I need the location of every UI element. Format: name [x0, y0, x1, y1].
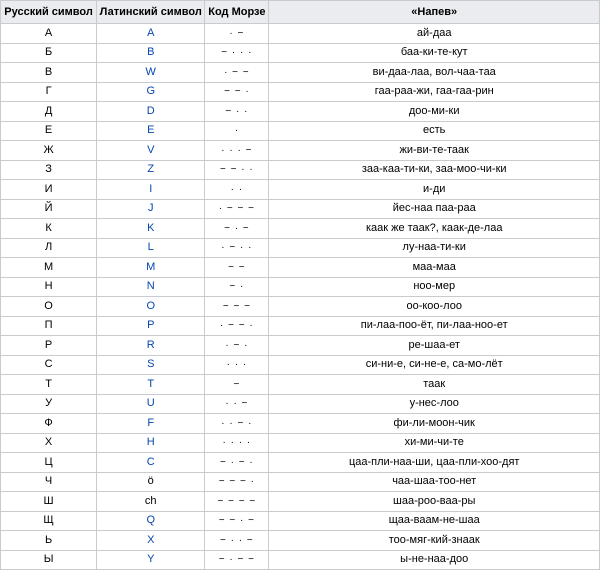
morse-code-cell: · − − − [205, 199, 269, 219]
latin-symbol-cell[interactable]: W [97, 63, 205, 83]
chant-cell: у-нес-лоо [269, 394, 600, 414]
chant-cell: ы-не-наа-доо [269, 550, 600, 570]
russian-symbol-cell: О [1, 297, 97, 317]
russian-symbol-cell: Б [1, 43, 97, 63]
chant-cell: тоо-мяг-кий-знаак [269, 531, 600, 551]
table-row [1, 453, 600, 473]
latin-symbol-cell[interactable]: R [97, 336, 205, 356]
russian-symbol-cell: Ж [1, 141, 97, 161]
russian-symbol-cell: В [1, 63, 97, 83]
russian-symbol-cell: Й [1, 199, 97, 219]
header-latin-symbol[interactable]: Латинский символ [97, 1, 205, 24]
chant-cell: йес-наа паа-раа [269, 199, 600, 219]
latin-symbol-cell[interactable]: S [97, 355, 205, 375]
morse-code-cell: − · − [205, 219, 269, 239]
table-row [1, 375, 600, 395]
russian-symbol-cell: Щ [1, 511, 97, 531]
table-row [1, 550, 600, 570]
chant-cell: оо-коо-лоо [269, 297, 600, 317]
russian-symbol-cell: А [1, 24, 97, 44]
table-row [1, 492, 600, 512]
latin-symbol-cell[interactable]: N [97, 277, 205, 297]
table-row [1, 160, 600, 180]
table-row [1, 24, 600, 44]
morse-code-cell: · · − [205, 394, 269, 414]
latin-symbol-cell[interactable]: E [97, 121, 205, 141]
russian-symbol-cell: М [1, 258, 97, 278]
latin-symbol-cell: ö [97, 472, 205, 492]
table-row [1, 531, 600, 551]
latin-symbol-cell[interactable]: X [97, 531, 205, 551]
latin-symbol-cell[interactable]: I [97, 180, 205, 200]
russian-symbol-cell: К [1, 219, 97, 239]
russian-symbol-cell: Т [1, 375, 97, 395]
morse-code-cell: − · · − [205, 531, 269, 551]
table-row [1, 199, 600, 219]
morse-code-cell: − − [205, 258, 269, 278]
russian-symbol-cell: Л [1, 238, 97, 258]
morse-code-cell: · · · − [205, 141, 269, 161]
table-row [1, 336, 600, 356]
morse-code-cell: · − · [205, 336, 269, 356]
chant-cell: каак же таак?, каак-де-лаа [269, 219, 600, 239]
russian-symbol-cell: С [1, 355, 97, 375]
table-row [1, 180, 600, 200]
latin-symbol-cell[interactable]: U [97, 394, 205, 414]
table-row [1, 394, 600, 414]
russian-symbol-cell: Ц [1, 453, 97, 473]
morse-code-cell: · · [205, 180, 269, 200]
table-row [1, 141, 600, 161]
table-row [1, 238, 600, 258]
header-chant[interactable]: «Напев» [269, 1, 600, 24]
morse-code-cell: · − [205, 24, 269, 44]
table-row [1, 258, 600, 278]
latin-symbol-cell[interactable]: C [97, 453, 205, 473]
table-row [1, 121, 600, 141]
table-row [1, 297, 600, 317]
morse-code-cell: · − − [205, 63, 269, 83]
latin-symbol-cell[interactable]: Y [97, 550, 205, 570]
chant-cell: пи-лаа-поо-ёт, пи-лаа-ноо-ет [269, 316, 600, 336]
latin-symbol-cell[interactable]: H [97, 433, 205, 453]
latin-symbol-cell[interactable]: V [97, 141, 205, 161]
chant-cell: си-ни-е, си-не-е, са-мо-лёт [269, 355, 600, 375]
latin-symbol-cell[interactable]: T [97, 375, 205, 395]
russian-symbol-cell: Р [1, 336, 97, 356]
russian-symbol-cell: Х [1, 433, 97, 453]
chant-cell: щаа-ваам-не-шаа [269, 511, 600, 531]
morse-code-cell: · − − · [205, 316, 269, 336]
table-row [1, 277, 600, 297]
latin-symbol-cell[interactable]: G [97, 82, 205, 102]
chant-cell: лу-наа-ти-ки [269, 238, 600, 258]
chant-cell: шаа-роо-ваа-ры [269, 492, 600, 512]
latin-symbol-cell: ch [97, 492, 205, 512]
chant-cell: гаа-раа-жи, гаа-гаа-рин [269, 82, 600, 102]
chant-cell: чаа-шаа-тоо-нет [269, 472, 600, 492]
chant-cell: хи-ми-чи-те [269, 433, 600, 453]
latin-symbol-cell[interactable]: K [97, 219, 205, 239]
morse-code-cell: · · · · [205, 433, 269, 453]
table-row [1, 63, 600, 83]
chant-cell: ай-даа [269, 24, 600, 44]
chant-cell: есть [269, 121, 600, 141]
russian-symbol-cell: Н [1, 277, 97, 297]
russian-symbol-cell: П [1, 316, 97, 336]
table-row [1, 433, 600, 453]
russian-symbol-cell: З [1, 160, 97, 180]
header-row [1, 1, 600, 24]
russian-symbol-cell: Ф [1, 414, 97, 434]
morse-code-cell: · [205, 121, 269, 141]
morse-code-cell: · · · [205, 355, 269, 375]
latin-symbol-cell[interactable]: O [97, 297, 205, 317]
russian-symbol-cell: Ч [1, 472, 97, 492]
morse-code-cell: − − · [205, 82, 269, 102]
latin-symbol-cell[interactable]: D [97, 102, 205, 122]
russian-symbol-cell: У [1, 394, 97, 414]
table-row [1, 219, 600, 239]
header-russian-symbol[interactable]: Русский символ [1, 1, 97, 24]
latin-symbol-cell[interactable]: Z [97, 160, 205, 180]
table-row [1, 355, 600, 375]
morse-code-cell: − − − [205, 297, 269, 317]
table-row [1, 414, 600, 434]
russian-symbol-cell: Г [1, 82, 97, 102]
chant-cell: и-ди [269, 180, 600, 200]
morse-code-cell: − − · · [205, 160, 269, 180]
chant-cell: заа-каа-ти-ки, заа-моо-чи-ки [269, 160, 600, 180]
morse-code-cell: − − · − [205, 511, 269, 531]
morse-code-cell: − · [205, 277, 269, 297]
morse-code-cell: − · − − [205, 550, 269, 570]
chant-cell: фи-ли-моон-чик [269, 414, 600, 434]
russian-symbol-cell: Ш [1, 492, 97, 512]
russian-symbol-cell: Д [1, 102, 97, 122]
latin-symbol-cell[interactable]: J [97, 199, 205, 219]
header-morse-code[interactable]: Код Морзе [205, 1, 269, 24]
table-row [1, 472, 600, 492]
chant-cell: жи-ви-те-таак [269, 141, 600, 161]
latin-symbol-cell[interactable]: F [97, 414, 205, 434]
latin-symbol-cell[interactable]: A [97, 24, 205, 44]
russian-symbol-cell: Ь [1, 531, 97, 551]
latin-symbol-cell[interactable]: L [97, 238, 205, 258]
latin-symbol-cell[interactable]: M [97, 258, 205, 278]
morse-code-cell: − · − · [205, 453, 269, 473]
morse-code-cell: − [205, 375, 269, 395]
russian-symbol-cell: И [1, 180, 97, 200]
morse-code-cell: − · · [205, 102, 269, 122]
chant-cell: ви-даа-лаа, вол-чаа-таа [269, 63, 600, 83]
chant-cell: доо-ми-ки [269, 102, 600, 122]
morse-code-cell: · − · · [205, 238, 269, 258]
latin-symbol-cell[interactable]: P [97, 316, 205, 336]
latin-symbol-cell[interactable]: Q [97, 511, 205, 531]
table-row [1, 82, 600, 102]
table-row [1, 43, 600, 63]
table-row [1, 102, 600, 122]
chant-cell: таак [269, 375, 600, 395]
chant-cell: баа-ки-те-кут [269, 43, 600, 63]
table-row [1, 511, 600, 531]
morse-code-cell: − − − − [205, 492, 269, 512]
chant-cell: ре-шаа-ет [269, 336, 600, 356]
latin-symbol-cell[interactable]: B [97, 43, 205, 63]
table-row [1, 316, 600, 336]
russian-symbol-cell: Е [1, 121, 97, 141]
morse-code-cell: − − − · [205, 472, 269, 492]
chant-cell: цаа-пли-наа-ши, цаа-пли-хоо-дят [269, 453, 600, 473]
russian-symbol-cell: Ы [1, 550, 97, 570]
chant-cell: маа-маа [269, 258, 600, 278]
chant-cell: ноо-мер [269, 277, 600, 297]
morse-code-cell: · · − · [205, 414, 269, 434]
morse-code-cell: − · · · [205, 43, 269, 63]
